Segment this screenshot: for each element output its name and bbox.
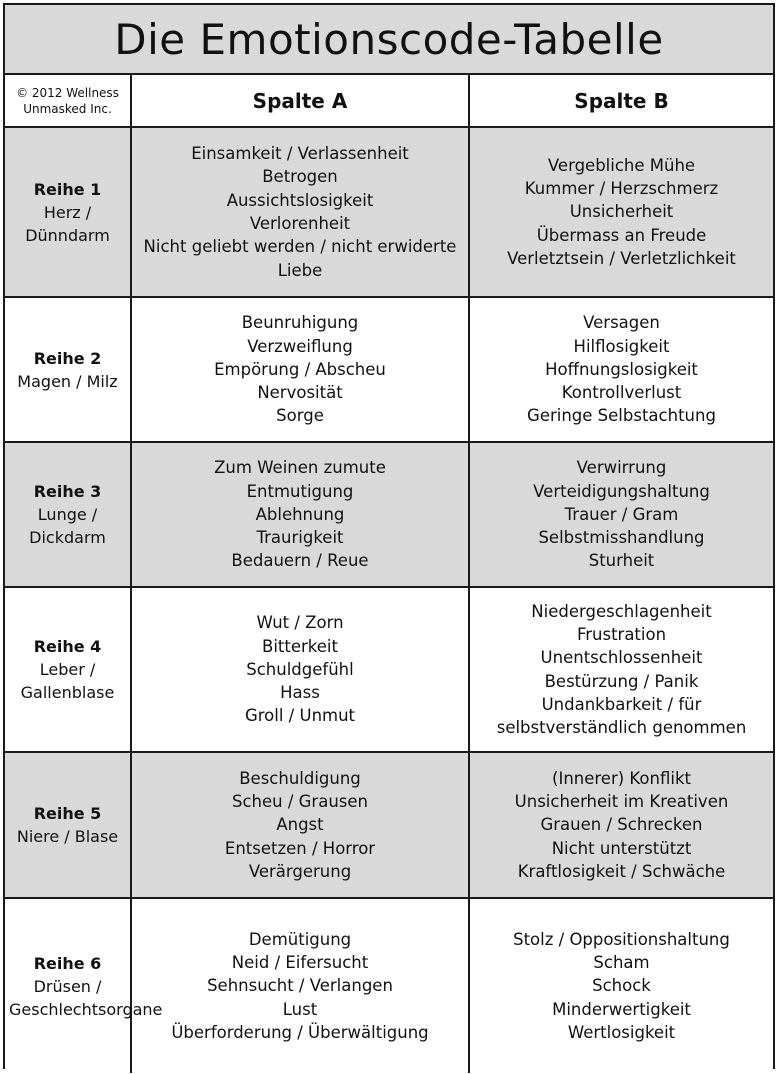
emotion-item: Sehnsucht / Verlangen — [207, 976, 393, 996]
row-label-cell — [5, 587, 131, 752]
emotion-item: Stolz / Oppositionshaltung — [513, 929, 730, 949]
emotion-item: Sturheit — [588, 551, 655, 571]
emotion-item: Nicht geliebt werden / nicht erwiderte Liebe — [143, 237, 457, 280]
emotion-list — [474, 311, 769, 427]
table-row — [5, 752, 773, 898]
table-header-row — [5, 75, 773, 127]
emotion-item: Hoffnungslosigkeit — [545, 359, 698, 379]
emotion-list — [136, 767, 464, 883]
row-name: Reihe 3 — [33, 482, 102, 501]
emotion-item: Unsicherheit — [569, 202, 674, 222]
row-name: Reihe 5 — [33, 804, 102, 823]
emotion-item: Entsetzen / Horror — [224, 838, 376, 858]
emotion-item: Beunruhigung — [241, 313, 359, 333]
title-bar — [5, 5, 773, 75]
row-organ: Drüsen / Geschlechtsorgane — [9, 976, 163, 1019]
emotion-item: Wut / Zorn — [256, 613, 344, 633]
emotion-list — [474, 154, 769, 270]
emotion-item: Überforderung / Überwältigung — [171, 1022, 429, 1042]
row-name: Reihe 2 — [33, 348, 102, 368]
emotion-item: Schuldgefühl — [246, 659, 354, 679]
row-name: Reihe 6 — [33, 953, 102, 973]
emotion-item: Kummer / Herzschmerz — [524, 179, 719, 199]
emotion-list — [136, 311, 464, 427]
emotion-item: Grauen / Schrecken — [540, 815, 703, 835]
emotion-list — [136, 928, 464, 1044]
emotion-list — [474, 456, 769, 572]
table-row — [5, 898, 773, 1073]
column-header-b: Spalte B — [469, 75, 773, 127]
emotion-item: Versagen — [583, 313, 660, 333]
emotion-item: Wertlosigkeit — [567, 1022, 676, 1042]
emotion-item: Minderwertigkeit — [552, 999, 691, 1019]
emotion-item: Geringe Selbstachtung — [527, 406, 716, 426]
emotion-item: Sorge — [276, 406, 324, 426]
emotion-item: Niedergeschlagenheit — [531, 601, 712, 621]
emotion-table — [5, 75, 773, 1073]
emotion-code-table-sheet — [3, 3, 775, 1069]
emotion-item: Selbstmisshandlung — [538, 528, 705, 548]
emotion-cell-b — [469, 587, 773, 752]
emotion-item: Traurigkeit — [256, 528, 344, 548]
row-label-cell — [5, 297, 131, 442]
page-title: Die Emotionscode-Tabelle — [114, 14, 664, 64]
emotion-cell-a — [131, 898, 469, 1073]
emotion-item: Scham — [593, 953, 650, 973]
emotion-cell-a — [131, 127, 469, 297]
emotion-item: Demütigung — [248, 929, 352, 949]
emotion-item: Verzweiflung — [247, 336, 353, 356]
emotion-item: Angst — [276, 815, 324, 835]
emotion-cell-a — [131, 587, 469, 752]
row-label-cell — [5, 898, 163, 1073]
emotion-item: Undankbarkeit / für selbstverständlich genommen — [496, 694, 747, 738]
table-row — [5, 297, 773, 442]
emotion-cell-a — [131, 297, 469, 442]
row-organ: Leber / Gallenblase — [20, 660, 115, 702]
emotion-item: Schock — [592, 976, 651, 996]
emotion-item: Betrogen — [262, 167, 338, 187]
emotion-item: Bedauern / Reue — [231, 551, 369, 571]
emotion-item: Beschuldigung — [239, 768, 361, 788]
emotion-item: Verwirrung — [576, 458, 667, 478]
emotion-cell-b — [469, 752, 773, 898]
emotion-list — [136, 142, 464, 282]
emotion-item: Kontrollverlust — [561, 383, 682, 403]
emotion-list — [136, 611, 464, 727]
row-organ: Magen / Milz — [17, 371, 118, 391]
emotion-item: Unentschlossenheit — [540, 648, 703, 668]
emotion-item: Nervosität — [257, 383, 343, 403]
copyright-notice: © 2012 Wellness Unmasked Inc. — [5, 75, 131, 127]
emotion-item: Lust — [282, 999, 318, 1019]
row-label-cell — [5, 127, 131, 297]
emotion-list — [474, 767, 769, 883]
emotion-item: Verlorenheit — [249, 214, 351, 233]
row-organ: Lunge / Dickdarm — [29, 505, 106, 547]
emotion-item: Hilflosigkeit — [573, 336, 670, 356]
emotion-cell-b — [469, 297, 773, 442]
emotion-item: Aussichtslosigkeit — [226, 190, 374, 210]
emotion-item: Frustration — [576, 624, 667, 644]
emotion-item: Hass — [280, 683, 320, 703]
emotion-item: Bestürzung / Panik — [544, 671, 699, 691]
emotion-list — [474, 600, 769, 740]
emotion-item: Empörung / Abscheu — [214, 359, 386, 379]
emotion-item: Kraftlosigkeit / Schwäche — [517, 861, 726, 881]
emotion-item: Ablehnung — [255, 504, 345, 524]
emotion-item: Trauer / Gram — [564, 504, 679, 524]
row-label-cell — [5, 442, 131, 587]
emotion-item: Groll / Unmut — [244, 706, 356, 726]
emotion-item: Neid / Eifersucht — [231, 953, 369, 973]
emotion-item: Übermass an Freude — [536, 225, 707, 245]
emotion-item: Verteidigungshaltung — [533, 481, 710, 501]
row-organ: Herz / Dünndarm — [25, 202, 110, 245]
emotion-list — [136, 456, 464, 572]
emotion-cell-b — [469, 442, 773, 587]
emotion-item: Zum Weinen zumute — [214, 458, 386, 478]
emotion-list — [474, 928, 769, 1044]
emotion-item: Verletztsein / Verletzlichkeit — [507, 248, 736, 268]
table-row — [5, 127, 773, 297]
row-name: Reihe 1 — [33, 179, 102, 199]
emotion-item: Vergebliche Mühe — [547, 155, 696, 175]
emotion-cell-a — [131, 442, 469, 587]
emotion-item: Unsicherheit im Kreativen — [514, 792, 729, 812]
emotion-item: Bitterkeit — [262, 636, 338, 656]
emotion-item: Nicht unterstützt — [551, 838, 692, 858]
emotion-item: (Innerer) Konflikt — [552, 768, 691, 788]
emotion-item: Entmutigung — [246, 481, 354, 501]
table-row — [5, 587, 773, 752]
emotion-cell-b — [469, 127, 773, 297]
row-label-cell — [5, 752, 131, 898]
emotion-item: Einsamkeit / Verlassenheit — [191, 144, 409, 164]
emotion-cell-b — [469, 898, 773, 1073]
emotion-item: Verärgerung — [248, 861, 352, 881]
emotion-item: Scheu / Grausen — [231, 792, 368, 812]
column-header-a: Spalte A — [131, 75, 469, 127]
row-name: Reihe 4 — [33, 637, 102, 656]
table-row — [5, 442, 773, 587]
emotion-cell-a — [131, 752, 469, 898]
row-organ: Niere / Blase — [16, 827, 119, 846]
